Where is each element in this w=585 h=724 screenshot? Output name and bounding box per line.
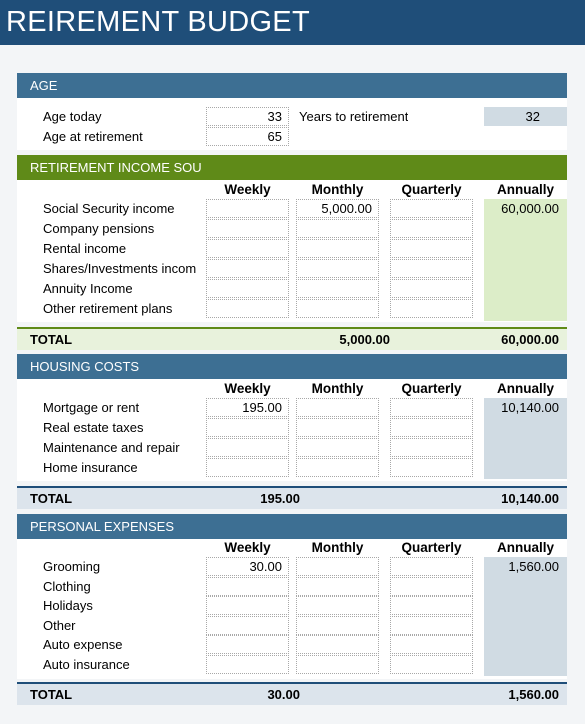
income-section-header [17, 155, 567, 180]
income-col-monthly: Monthly [311, 182, 364, 197]
income-row-label: Annuity Income [43, 281, 133, 296]
housing-total-annually: 10,140.00 [501, 491, 559, 506]
housing-weekly-input[interactable] [206, 458, 289, 477]
housing-row-label: Mortgage or rent [43, 400, 140, 415]
housing-weekly-input[interactable] [206, 418, 289, 437]
personal-quarterly-input[interactable] [390, 596, 473, 615]
housing-quarterly-input[interactable] [390, 398, 473, 417]
housing-weekly-input[interactable]: 195.00 [206, 398, 289, 417]
personal-total-weekly: 30.00 [267, 687, 300, 702]
personal-monthly-input[interactable] [296, 596, 379, 615]
housing-quarterly-input[interactable] [390, 458, 473, 477]
income-weekly-input[interactable] [206, 239, 289, 258]
age-section-header [17, 73, 567, 98]
income-monthly-input[interactable] [296, 299, 379, 318]
personal-weekly-input[interactable] [206, 655, 289, 674]
personal-row-label: Grooming [43, 559, 101, 574]
personal-row-label: Other [43, 617, 76, 633]
income-weekly-input[interactable] [206, 199, 289, 218]
age-retire-input[interactable]: 65 [206, 127, 289, 146]
income-monthly-input[interactable] [296, 239, 379, 258]
income-total-row [17, 329, 567, 350]
housing-col-weekly: Weekly [224, 381, 271, 396]
years-to-retirement-value: 32 [484, 107, 567, 126]
personal-quarterly-input[interactable] [390, 616, 473, 635]
personal-quarterly-input[interactable] [390, 577, 473, 596]
personal-header-label: PERSONAL EXPENSES [30, 519, 175, 534]
housing-weekly-input[interactable] [206, 438, 289, 457]
housing-row-label: Real estate taxes [43, 420, 144, 435]
personal-col-annually: Annually [496, 540, 554, 555]
income-monthly-input[interactable] [296, 219, 379, 238]
housing-section-header [17, 354, 567, 379]
income-quarterly-input[interactable] [390, 239, 473, 258]
income-col-quarterly: Quarterly [401, 182, 462, 197]
personal-quarterly-input[interactable] [390, 635, 473, 654]
housing-total-label: TOTAL [30, 491, 73, 506]
income-total-monthly: 5,000.00 [339, 332, 390, 347]
housing-monthly-input[interactable] [296, 418, 379, 437]
personal-monthly-input[interactable] [296, 557, 379, 576]
income-quarterly-input[interactable] [390, 259, 473, 278]
income-monthly-input[interactable]: 5,000.00 [296, 199, 379, 218]
personal-quarterly-input[interactable] [390, 557, 473, 576]
income-weekly-input[interactable] [206, 259, 289, 278]
income-row-label: Other retirement plans [43, 301, 173, 316]
personal-row-label: Auto insurance [43, 657, 130, 672]
housing-monthly-input[interactable] [296, 438, 379, 457]
personal-weekly-input[interactable] [206, 596, 289, 615]
income-annually-value: 60,000.00 [501, 201, 559, 216]
age-header-label: AGE [30, 78, 58, 93]
housing-header-label: HOUSING COSTS [30, 359, 140, 374]
income-quarterly-input[interactable] [390, 219, 473, 238]
age-today-input[interactable]: 33 [206, 107, 289, 126]
housing-annually-value: 10,140.00 [501, 400, 559, 415]
personal-total-label: TOTAL [30, 687, 73, 702]
personal-monthly-input[interactable] [296, 635, 379, 654]
income-row-label: Rental income [43, 241, 127, 256]
personal-col-quarterly: Quarterly [401, 540, 462, 555]
income-quarterly-input[interactable] [390, 279, 473, 298]
personal-annual-column [484, 557, 567, 676]
income-row-label: Company pensions [43, 221, 155, 236]
housing-row-label: Maintenance and repair [43, 440, 180, 455]
income-weekly-input[interactable] [206, 219, 289, 238]
years-to-retirement-label: Years to retirement [299, 109, 409, 124]
age-retire-label: Age at retirement [43, 129, 143, 144]
income-row-label: Social Security income [43, 201, 175, 216]
title-bar [0, 0, 585, 45]
housing-col-monthly: Monthly [311, 381, 364, 396]
age-today-label: Age today [43, 109, 102, 124]
housing-monthly-input[interactable] [296, 398, 379, 417]
personal-col-monthly: Monthly [311, 540, 364, 555]
income-monthly-input[interactable] [296, 279, 379, 298]
income-quarterly-input[interactable] [390, 299, 473, 318]
personal-total-row [17, 684, 567, 705]
income-quarterly-input[interactable] [390, 199, 473, 218]
income-total-annually: 60,000.00 [501, 332, 559, 347]
personal-monthly-input[interactable] [296, 577, 379, 596]
income-weekly-input[interactable] [206, 299, 289, 318]
personal-col-weekly: Weekly [224, 540, 271, 555]
personal-row-label: Holidays [43, 598, 93, 614]
income-col-weekly: Weekly [224, 182, 271, 197]
personal-monthly-input[interactable] [296, 655, 379, 674]
income-weekly-input[interactable] [206, 279, 289, 298]
personal-weekly-input[interactable]: 30.00 [206, 557, 289, 576]
housing-row-label: Home insurance [43, 460, 138, 475]
personal-section-header [17, 514, 567, 539]
housing-total-weekly: 195.00 [260, 491, 300, 506]
personal-weekly-input[interactable] [206, 616, 289, 635]
personal-weekly-input[interactable] [206, 635, 289, 654]
personal-row-label: Auto expense [43, 637, 123, 653]
housing-quarterly-input[interactable] [390, 418, 473, 437]
income-monthly-input[interactable] [296, 259, 379, 278]
page-title: REIREMENT BUDGET [6, 6, 310, 38]
income-header-label: RETIREMENT INCOME SOU [30, 160, 202, 175]
housing-col-quarterly: Quarterly [401, 381, 462, 396]
housing-col-annually: Annually [496, 381, 554, 396]
personal-weekly-input[interactable] [206, 577, 289, 596]
personal-annually-value: 1,560.00 [508, 559, 559, 574]
income-total-label: TOTAL [30, 332, 73, 347]
housing-monthly-input[interactable] [296, 458, 379, 477]
income-col-annually: Annually [496, 182, 554, 197]
personal-quarterly-input[interactable] [390, 655, 473, 674]
personal-monthly-input[interactable] [296, 616, 379, 635]
housing-quarterly-input[interactable] [390, 438, 473, 457]
personal-total-annually: 1,560.00 [508, 687, 559, 702]
income-annual-column [484, 199, 567, 321]
housing-total-row [17, 488, 567, 509]
income-row-label: Shares/Investments incom [43, 261, 196, 276]
personal-row-label: Clothing [43, 578, 91, 594]
